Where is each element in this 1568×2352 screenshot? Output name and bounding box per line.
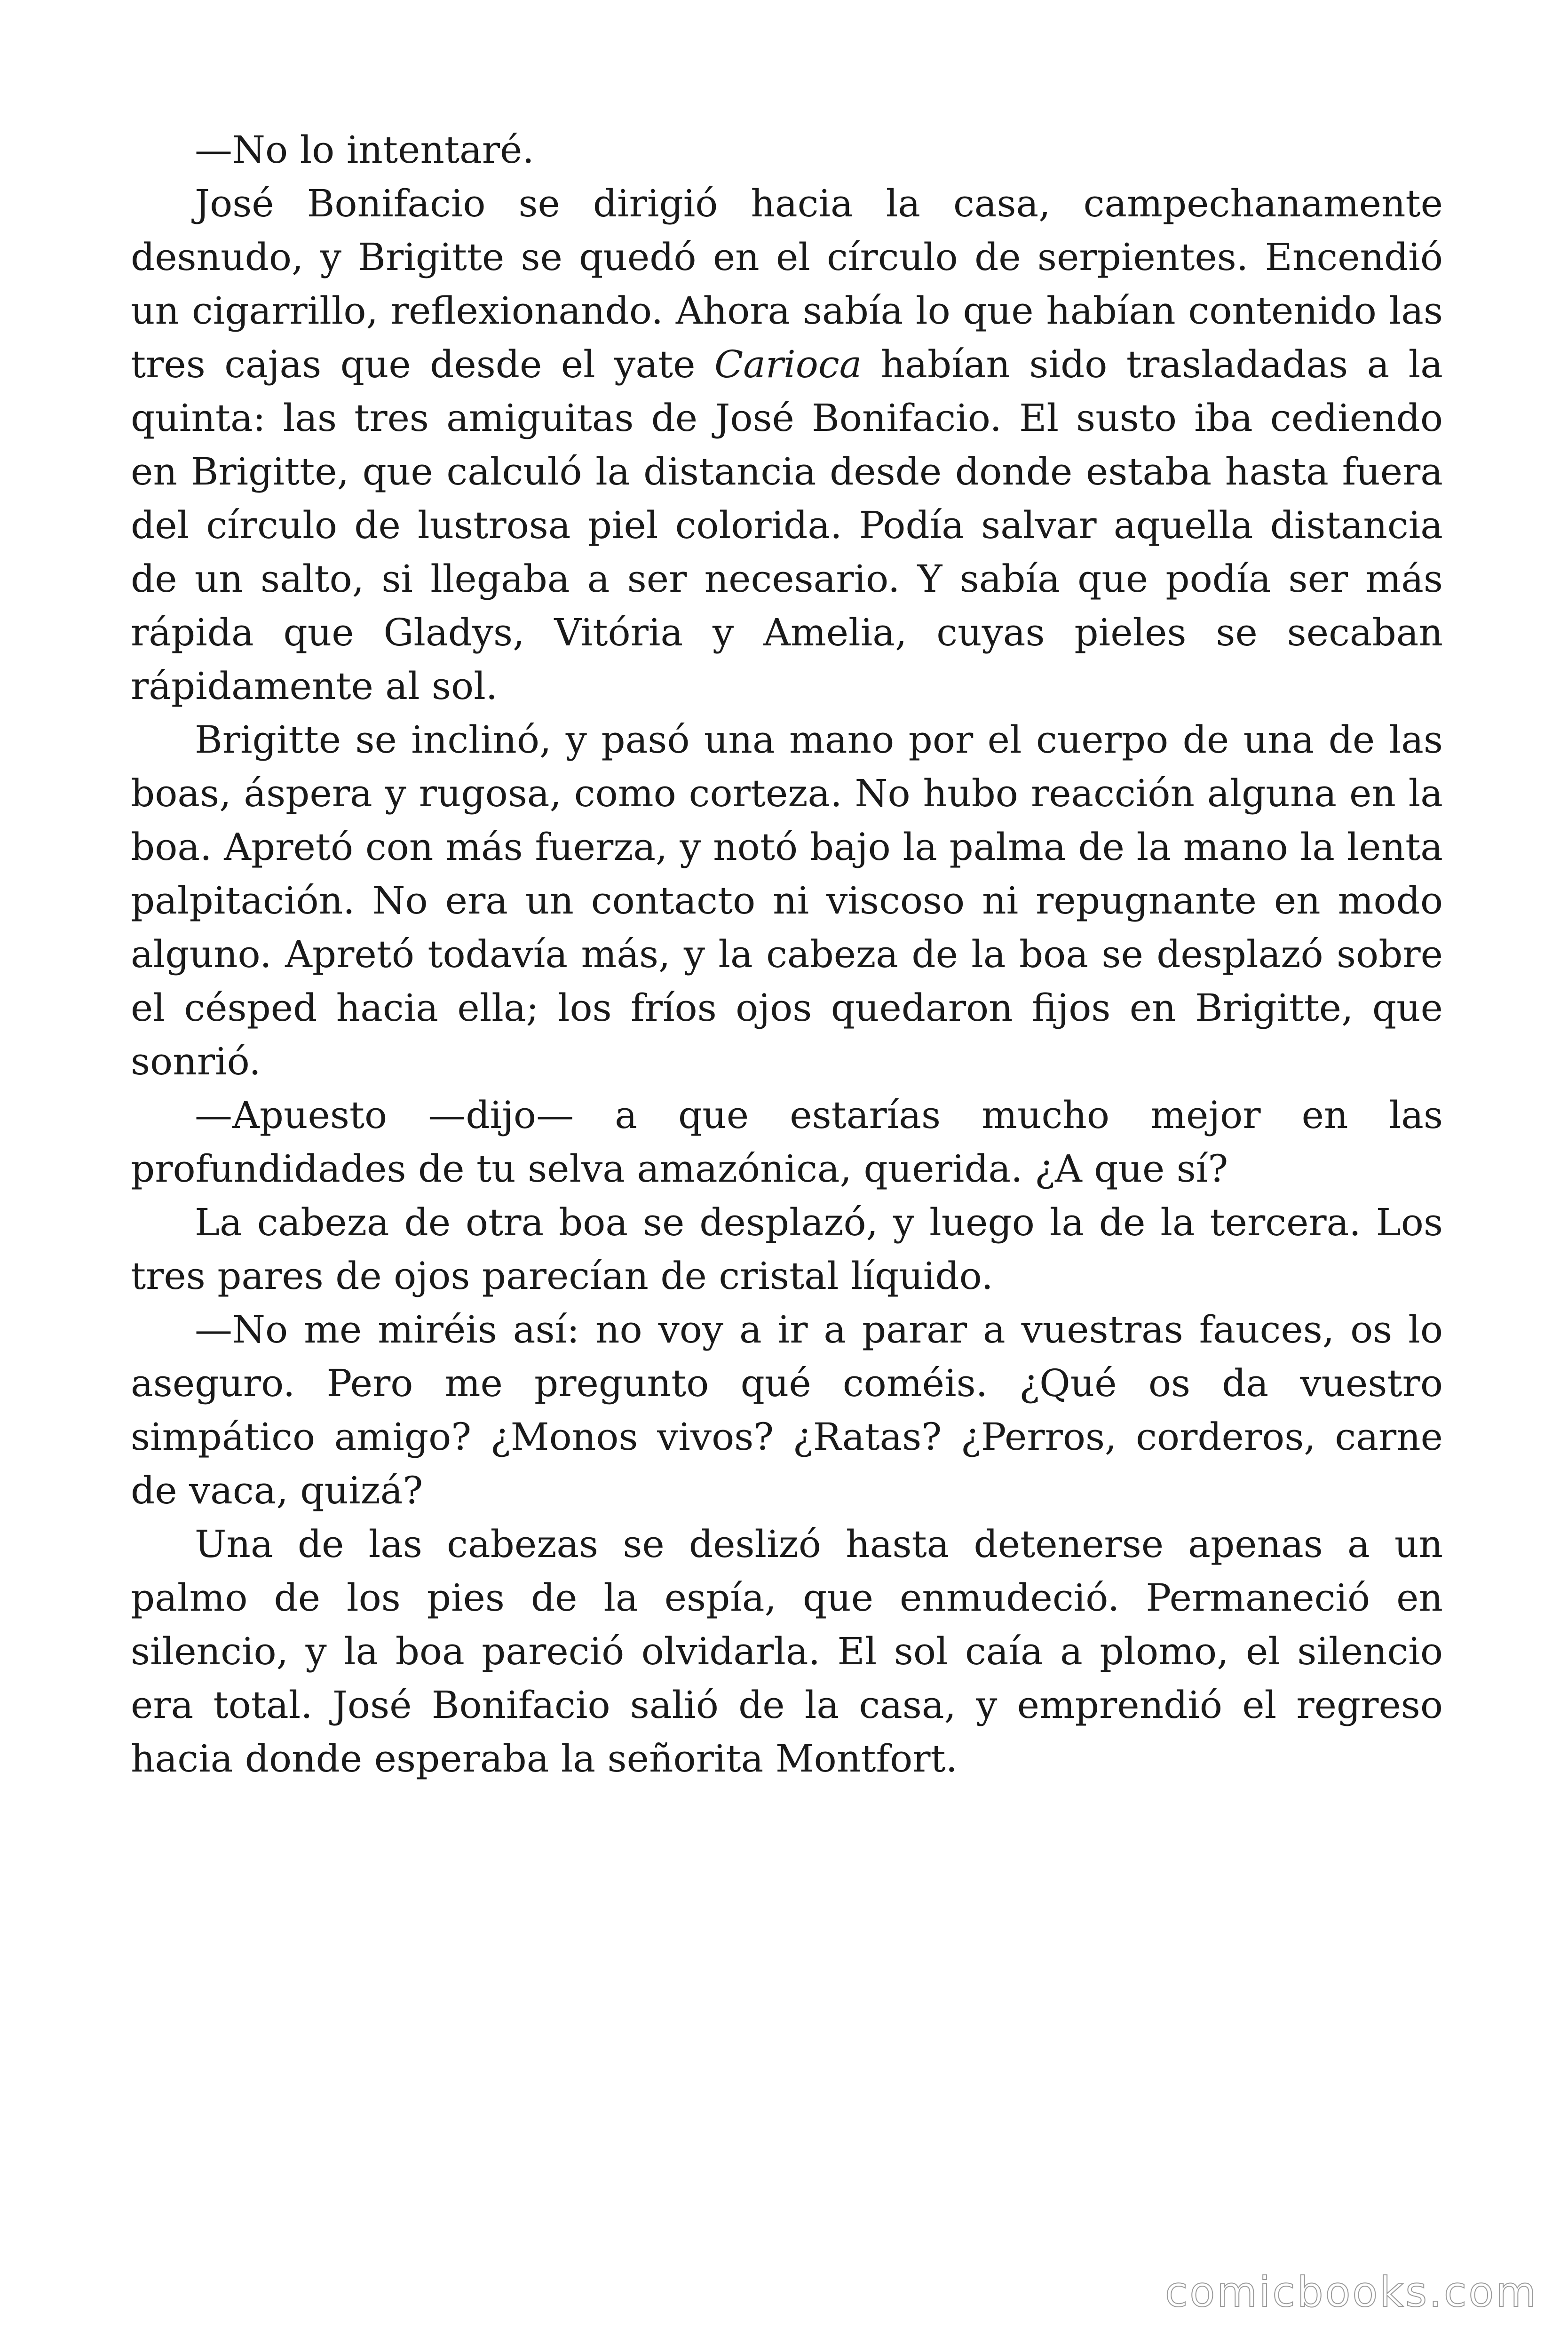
paragraph: Una de las cabezas se deslizó hasta detenerse apenas a un palmo de los pies de la espía, que enmudeció. Permaneció en silencio, y la boa pareció olvidarla. El sol caía a plomo, el silencio era total. José Bonifacio salió de la casa, y emprendió el regreso hacia donde esperaba la señorita Montfort. — [131, 1522, 1443, 1780]
paragraph: —Apuesto —dijo— a que estarías mucho mejor en las profundidades de tu selva amazónica, querida. ¿A que sí? — [131, 1093, 1443, 1191]
paragraph: Brigitte se inclinó, y pasó una mano por el cuerpo de una de las boas, áspera y rugosa, como corteza. No hubo reacción alguna en la boa. Apretó con más fuerza, y notó bajo la palma de la mano la lenta palpitación. No era un contacto ni viscoso ni repugnante en modo alguno. Apretó todavía más, y la cabeza de la boa se desplazó sobre el césped hacia ella; los fríos ojos quedaron fijos en Brigitte, que sonrió. — [131, 718, 1443, 1083]
paragraph — [131, 177, 1443, 713]
watermark: comicbooks.com — [1164, 2268, 1538, 2316]
paragraph-text: habían sido trasladadas a la quinta: las tres amiguitas de José Bonifacio. El susto iba cediendo en Brigitte, que calculó la distancia desde donde estaba hasta fuera del círculo de lustrosa piel colorida. Podía salvar aquella distancia de un salto, si llegaba a ser necesario. Y sabía que podía ser más rápida que Gladys, Vitória y Amelia, cuyas pieles se secaban rápidamente al sol. — [131, 342, 1443, 708]
paragraph-text: José Bonifacio se dirigió hacia la casa, campechanamente desnudo, y Brigitte se quedó en el círculo de serpientes. Encendió un cigarrillo, reflexionando. Ahora sabía lo que habían contenido las tres cajas que desde el yate — [131, 182, 1443, 386]
paragraph: La cabeza de otra boa se desplazó, y luego la de la tercera. Los tres pares de ojos parecían de cristal líquido. — [131, 1200, 1443, 1298]
page-text — [131, 123, 1443, 1786]
ship-name-italic: Carioca — [714, 342, 862, 386]
paragraph: —No me miréis así: no voy a ir a parar a vuestras fauces, os lo aseguro. Pero me pregunto qué coméis. ¿Qué os da vuestro simpático amigo? ¿Monos vivos? ¿Ratas? ¿Perros, corderos, carne de vaca, quizá? — [131, 1308, 1443, 1512]
paragraph: —No lo intentaré. — [195, 128, 534, 172]
